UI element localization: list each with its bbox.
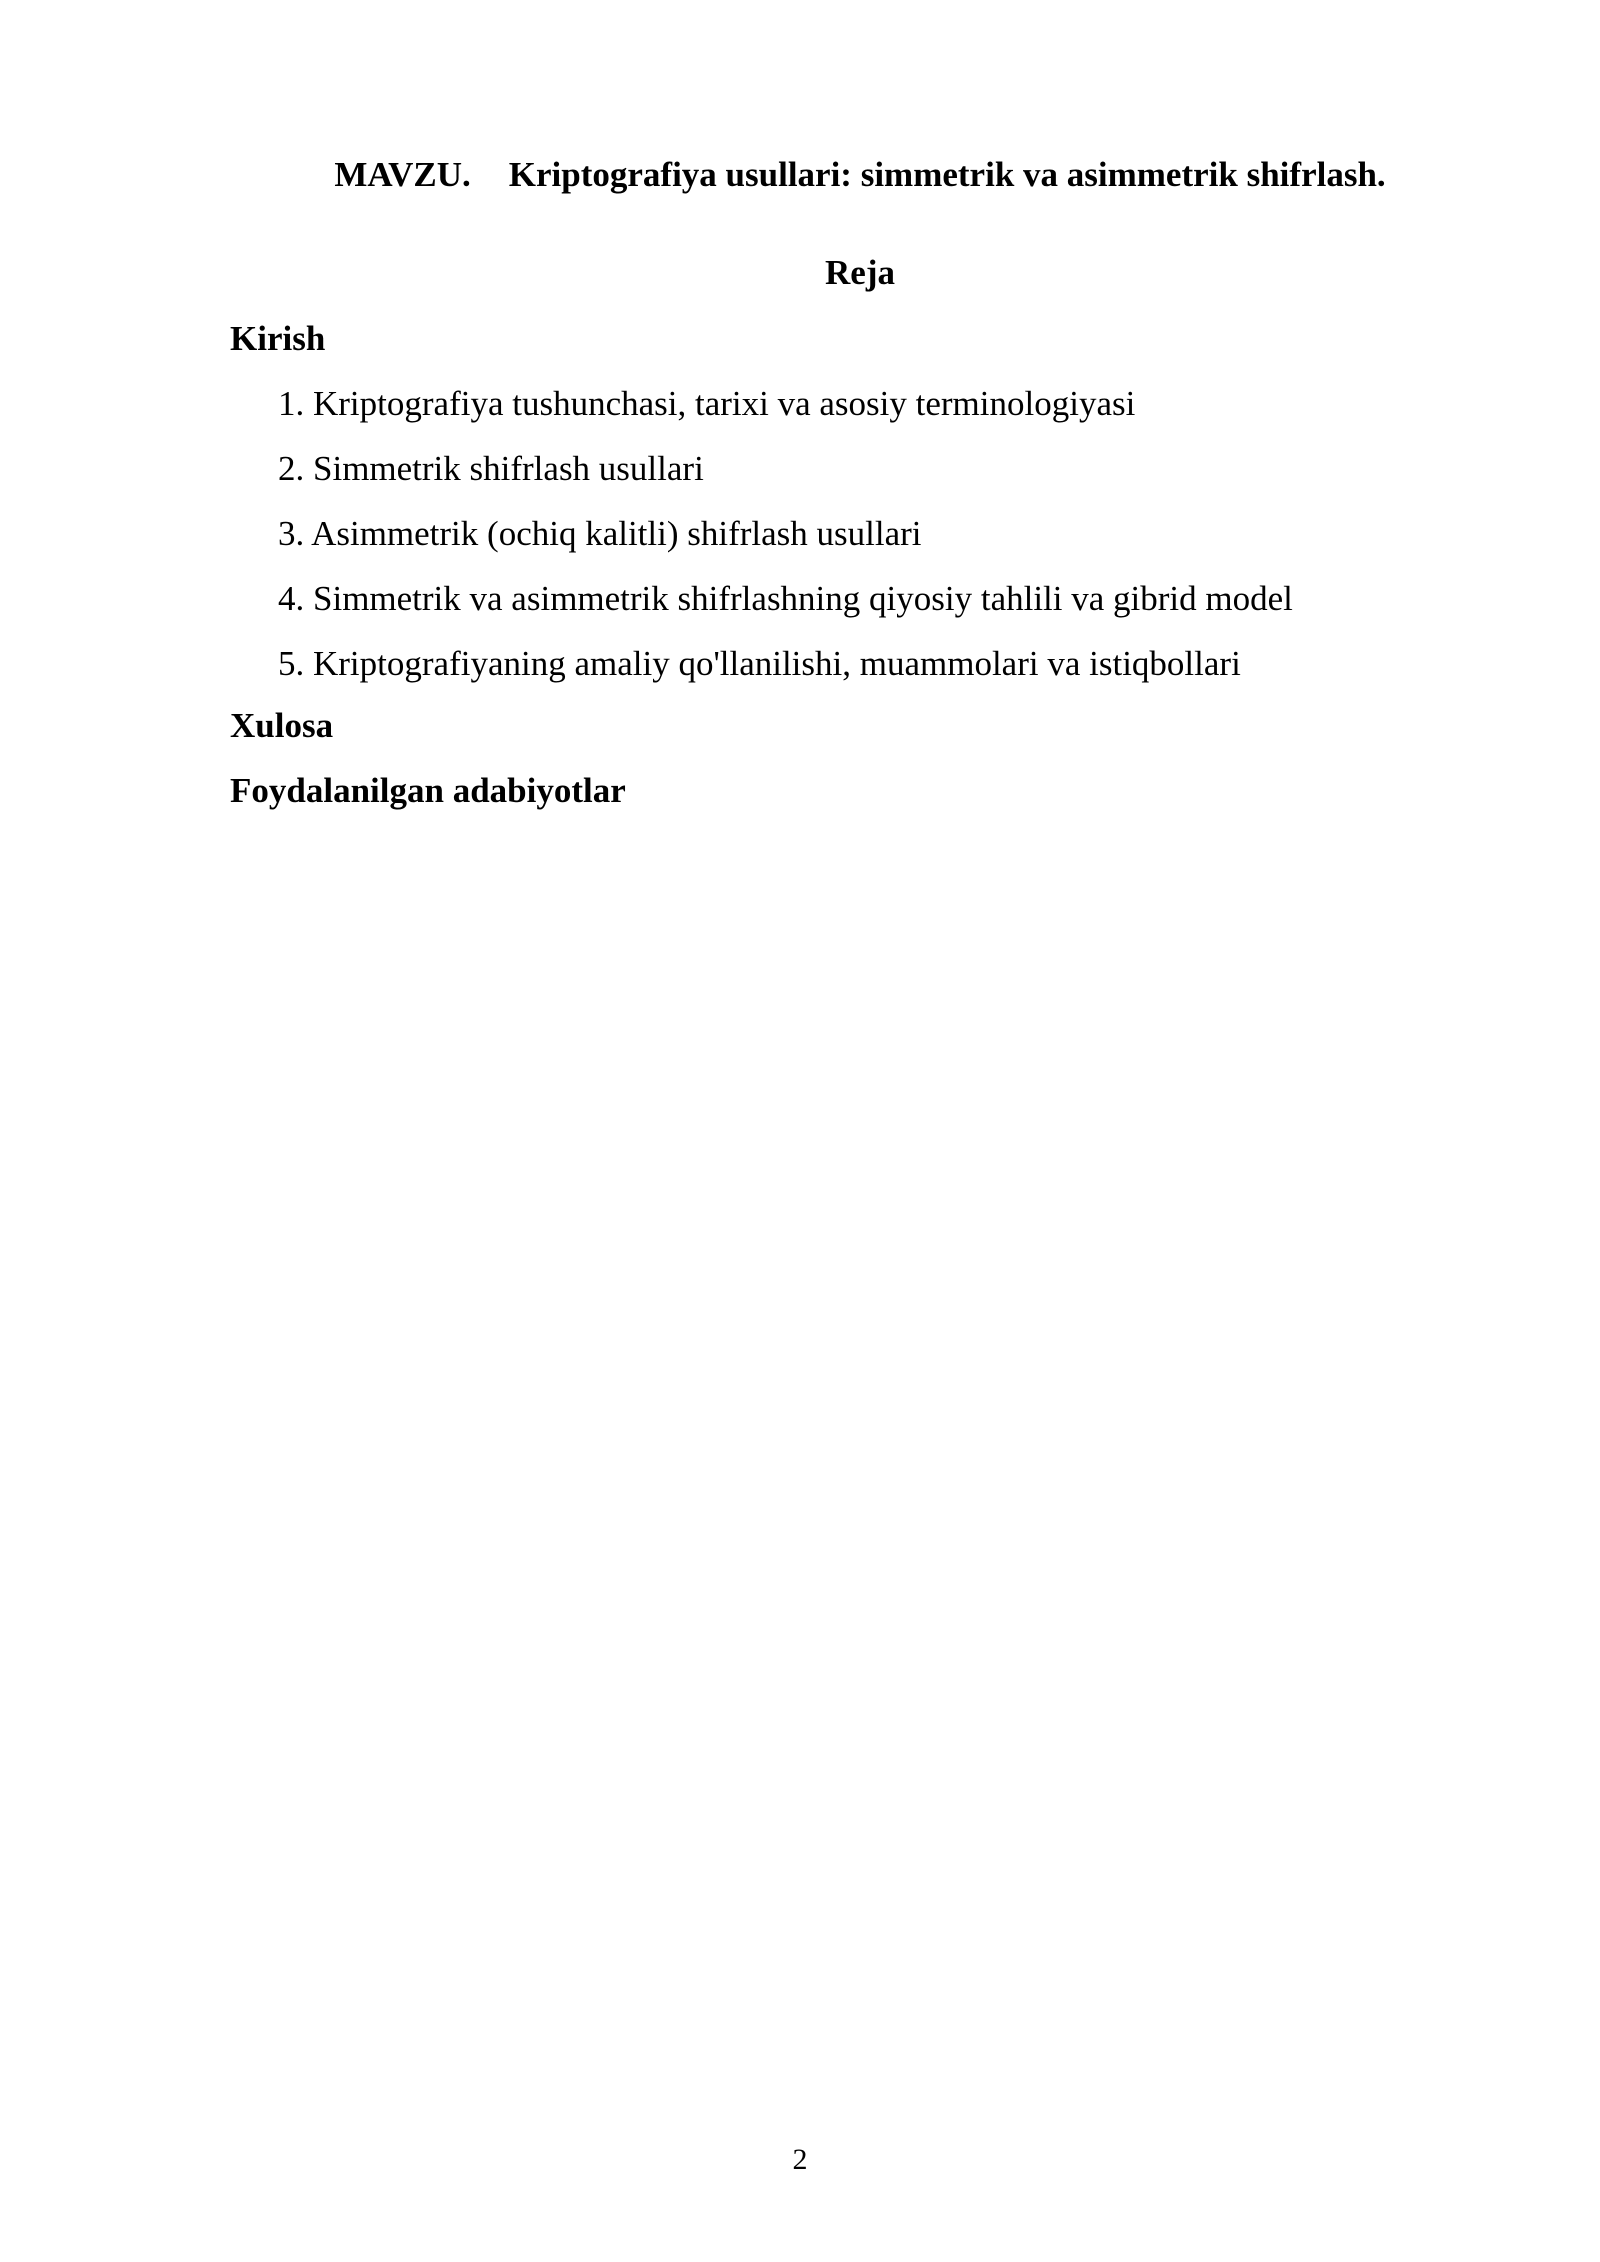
plan-item xyxy=(278,574,1293,639)
plan-item-text: Kriptografiyaning amaliy qo'llanilishi, muammolari va istiqbollari xyxy=(313,644,1241,683)
plan-item-text: Kriptografiya tushunchasi, tarixi va asosiy terminologiyasi xyxy=(313,384,1136,423)
plan-item xyxy=(278,509,1293,574)
plan-heading: Reja xyxy=(825,253,895,292)
plan-item-number: 4. xyxy=(278,579,305,618)
page-number: 2 xyxy=(792,2143,808,2176)
document-title xyxy=(230,150,1490,200)
plan-list xyxy=(278,379,1293,704)
plan-item-number: 2. xyxy=(278,449,305,488)
plan-item-text: Simmetrik shifrlash usullari xyxy=(313,449,704,488)
intro-heading: Kirish xyxy=(230,319,326,358)
references-heading: Foydalanilgan adabiyotlar xyxy=(230,771,626,810)
plan-item-number: 1. xyxy=(278,384,305,423)
plan-item xyxy=(278,639,1293,704)
plan-item-number: 3. xyxy=(278,514,305,553)
plan-item xyxy=(278,444,1293,509)
plan-item-text: Simmetrik va asimmetrik shifrlashning qiyosiy tahlili va gibrid model xyxy=(313,579,1293,618)
title-label: MAVZU. xyxy=(334,155,471,194)
plan-item-text: Asimmetrik (ochiq kalitli) shifrlash usullari xyxy=(311,514,922,553)
plan-item-number: 5. xyxy=(278,644,305,683)
conclusion-heading: Xulosa xyxy=(230,706,334,745)
plan-item xyxy=(278,379,1293,444)
title-text: Kriptografiya usullari: simmetrik va asimmetrik shifrlash. xyxy=(508,155,1386,194)
